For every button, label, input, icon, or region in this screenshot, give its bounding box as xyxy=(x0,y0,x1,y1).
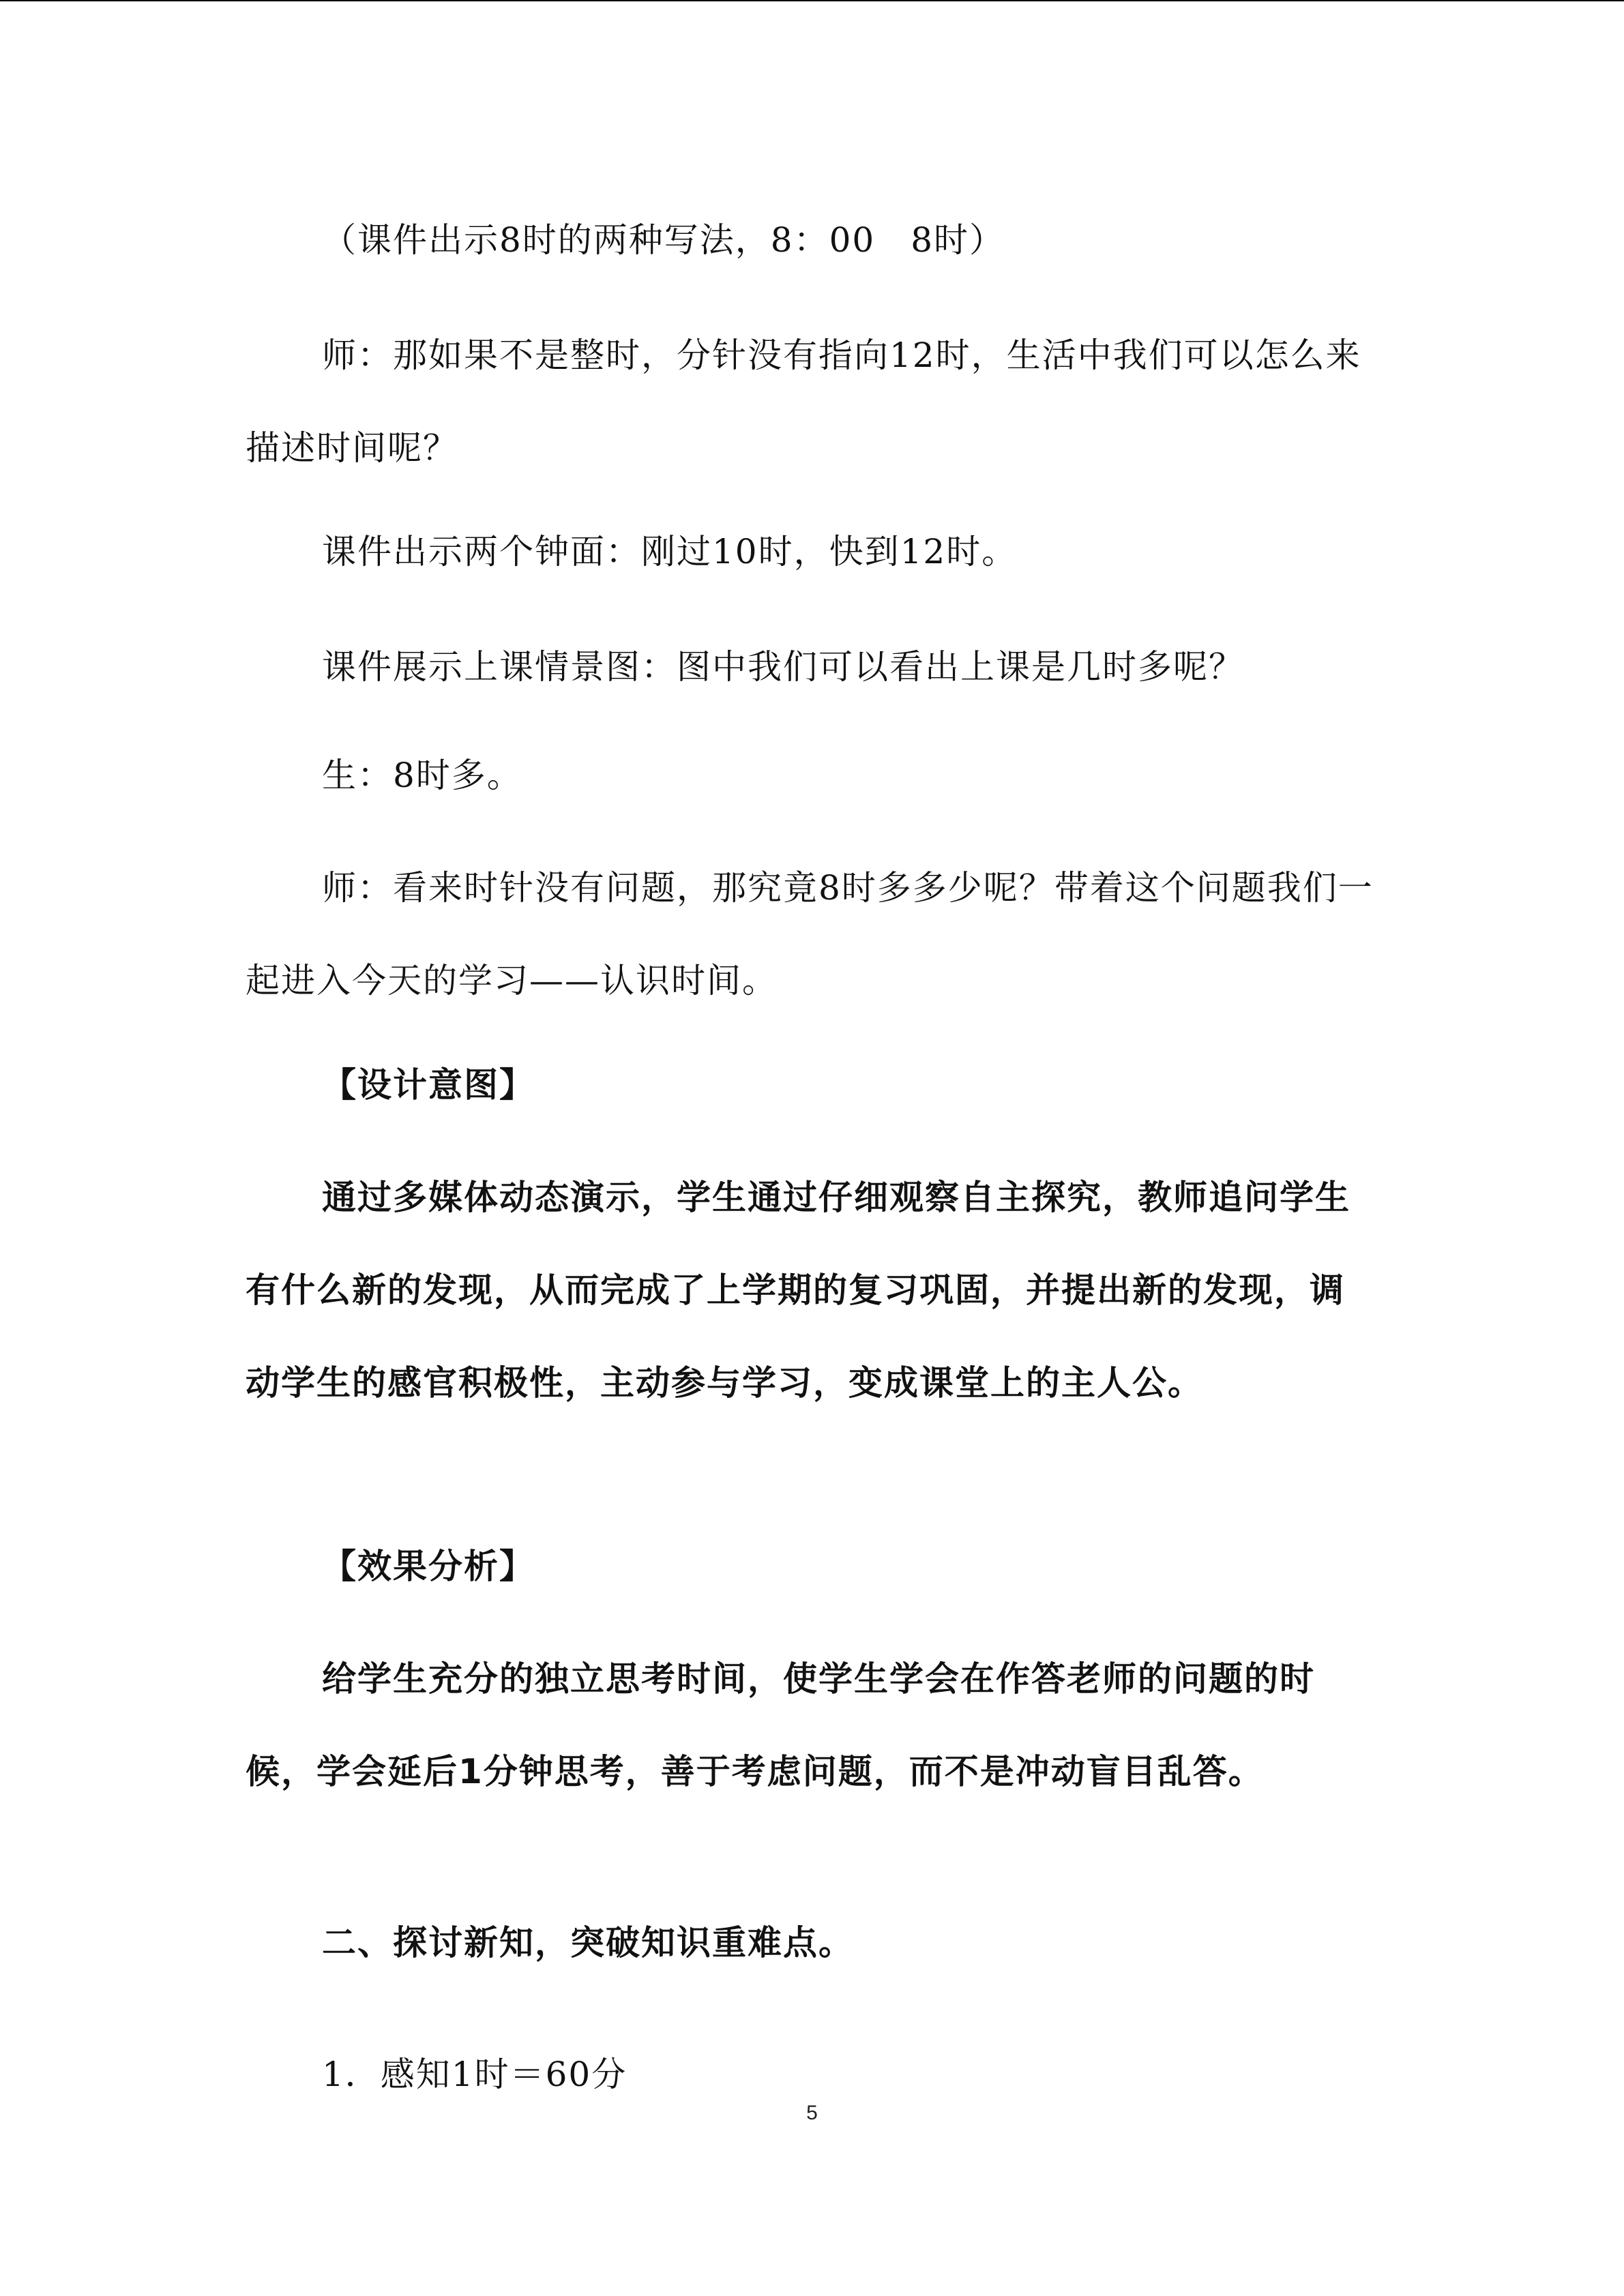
paragraph-teacher-question-time: 师：那如果不是整时，分针没有指向12时，生活中我们可以怎么来描述时间呢？ xyxy=(246,336,1361,468)
paragraph-teacher-intro-lesson: 师：看来时针没有问题，那究竟8时多多少呢？带着这个问题我们一起进入今天的学习——认识时间。 xyxy=(246,868,1374,1000)
heading-design-intent: 【设计意图】 xyxy=(322,1065,535,1105)
paragraph-design-intent-body: 通过多媒体动态演示，学生通过仔细观察自主探究，教师追问学生有什么新的发现，从而完成了上学期的复习巩固，并提出新的发现，调动学生的感官积极性，主动参与学习，变成课堂上的主人公。 xyxy=(246,1178,1350,1403)
heading-section-two: 二、探讨新知，突破知识重难点。 xyxy=(322,1923,854,1963)
paragraph-perceive-one-hour: 1．感知1时＝60分 xyxy=(322,2055,628,2094)
paragraph-two-clock-faces: 课件出示两个钟面：刚过10时，快到12时。 xyxy=(322,532,1018,571)
paragraph-courseware-8-oclock: （课件出示8时的两种写法，8：00 8时） xyxy=(322,220,1005,260)
heading-effect-analysis: 【效果分析】 xyxy=(322,1547,535,1586)
page-number: 5 xyxy=(806,2102,818,2124)
paragraph-class-scene: 课件展示上课情景图：图中我们可以看出上课是几时多呢？ xyxy=(322,647,1244,687)
paragraph-effect-analysis-body: 给学生充分的独立思考时间，使学生学会在作答老师的问题的时候，学会延后1分钟思考，善于考虑问题，而不是冲动盲目乱答。 xyxy=(246,1659,1315,1791)
paragraph-student-answer: 生：8时多。 xyxy=(322,756,522,795)
